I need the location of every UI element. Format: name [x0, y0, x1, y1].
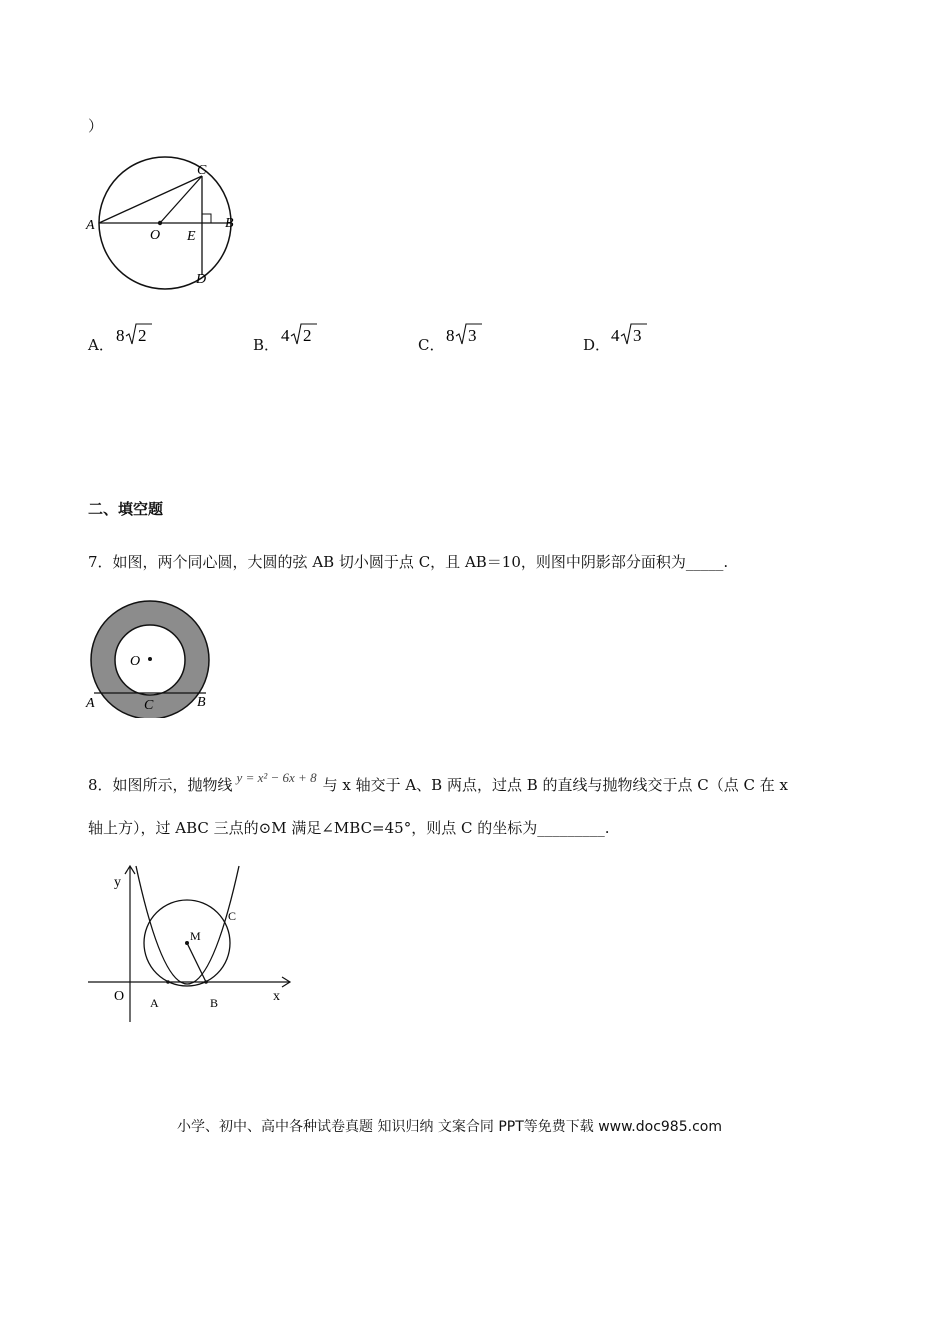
center-dot	[148, 657, 152, 661]
q7-text: 7．如图，两个同心圆，大圆的弦 AB 切小圆于点 C，且 AB＝10，则图中阴影部分面积为_____.	[88, 553, 729, 571]
q8-line2: 轴上方），过 ABC 三点的⊙M 满足∠MBC=45°，则点 C 的坐标为_________.	[88, 819, 610, 837]
q8-line1-rest: 与 x 轴交于 A、B 两点，过点 B 的直线与抛物线交于点 C（点 C 在 x	[322, 776, 789, 794]
q8-parabola-figure	[80, 862, 300, 1027]
label-y: y	[114, 875, 121, 890]
label-o: O	[150, 228, 161, 243]
q8-line1	[88, 768, 788, 795]
svg-text:8: 8	[116, 326, 125, 345]
option-a-radical	[116, 320, 162, 350]
option-b-radical	[281, 320, 327, 350]
option-d-label: D．	[583, 336, 611, 354]
label-x: x	[273, 989, 280, 1004]
segment-mb	[187, 943, 206, 982]
option-c-label: C．	[418, 336, 445, 354]
q8-prefix: 8．如图所示，抛物线	[88, 776, 233, 794]
point-m	[185, 941, 189, 945]
option-a-label: A．	[88, 336, 114, 354]
option-d-radical	[611, 320, 657, 350]
option-b-label: B．	[253, 336, 280, 354]
section-title: 二、填空题	[88, 500, 164, 518]
svg-text:4: 4	[611, 326, 620, 345]
label-b: B	[197, 695, 206, 710]
q7-concentric-figure	[80, 598, 220, 718]
option-c-radical	[446, 320, 492, 350]
radius-oc	[160, 176, 202, 223]
point-a	[166, 980, 170, 984]
label-c: C	[197, 163, 207, 178]
label-m: M	[190, 929, 201, 943]
right-angle-mark	[202, 214, 211, 223]
label-d: D	[196, 272, 207, 287]
q8-equation: y = x² − 6x + 8	[236, 770, 317, 785]
q6-circle-figure	[80, 155, 250, 290]
question-paren-close: ）	[88, 117, 104, 135]
label-e: E	[187, 229, 196, 244]
label-b: B	[225, 216, 234, 231]
svg-text:2: 2	[138, 326, 147, 345]
footer-text: 小学、初中、高中各种试卷真题 知识归纳 文案合同 PPT等免费下载 www.doc985.com	[177, 1119, 722, 1135]
chord-ac	[99, 176, 202, 223]
svg-text:2: 2	[303, 326, 312, 345]
svg-text:8: 8	[446, 326, 455, 345]
label-a: A	[150, 996, 159, 1010]
label-o: O	[130, 654, 141, 669]
label-o: O	[114, 989, 125, 1004]
label-a: A	[86, 218, 95, 233]
point-b	[204, 980, 208, 984]
label-b: B	[210, 996, 219, 1010]
svg-text:3: 3	[633, 326, 642, 345]
label-c: C	[228, 909, 237, 923]
label-c: C	[144, 698, 154, 713]
label-a: A	[86, 696, 95, 711]
svg-text:3: 3	[468, 326, 477, 345]
center-dot	[158, 221, 162, 225]
svg-text:4: 4	[281, 326, 290, 345]
